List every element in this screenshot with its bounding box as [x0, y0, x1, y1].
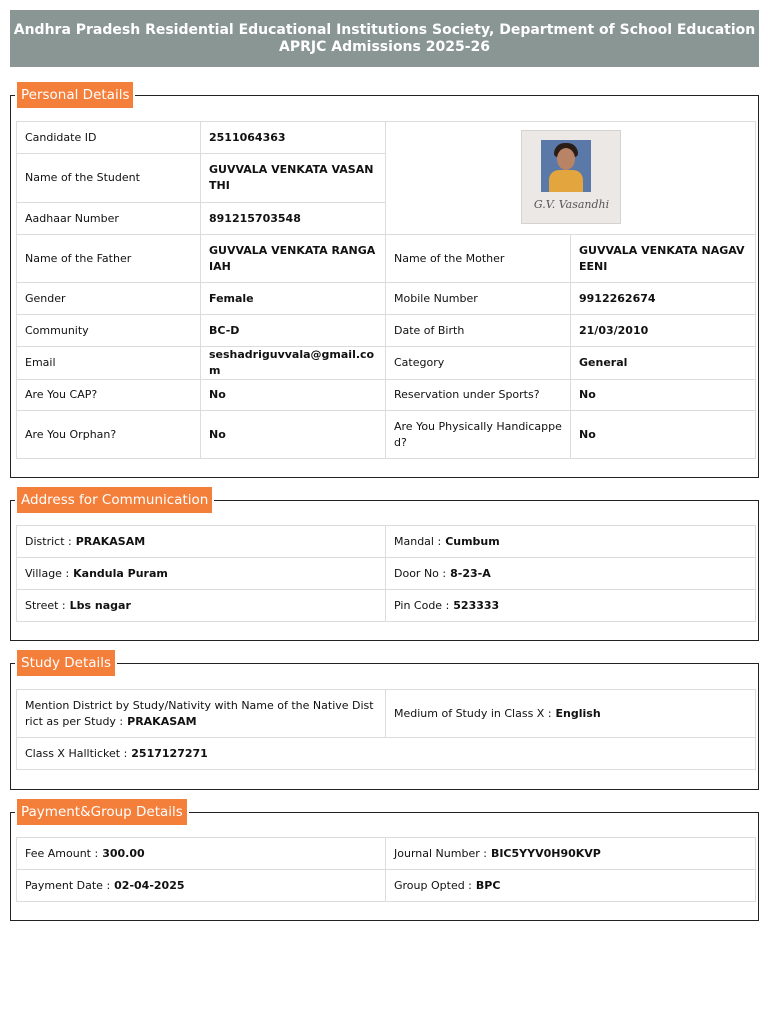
door-label: Door No :	[394, 566, 447, 580]
village-cell	[17, 558, 386, 590]
table-row	[17, 558, 756, 590]
mobile-label: Mobile Number	[386, 283, 571, 315]
photo-portrait	[541, 140, 591, 192]
nativity-value: PRAKASAM	[127, 714, 197, 728]
district-value: PRAKASAM	[75, 534, 146, 548]
table-row	[17, 690, 756, 738]
fee-cell	[17, 838, 386, 870]
category-value: General	[571, 347, 756, 380]
group-label: Group Opted :	[394, 878, 472, 892]
payment-date-value: 02-04-2025	[114, 878, 185, 892]
hallticket-cell	[17, 738, 756, 770]
door-cell	[386, 558, 756, 590]
table-row	[17, 315, 756, 347]
mother-label: Name of the Mother	[386, 235, 571, 283]
hallticket-label: Class X Hallticket :	[25, 746, 128, 760]
aadhaar-value: 891215703548	[201, 203, 386, 235]
personal-details-legend: Personal Details	[15, 82, 135, 108]
fee-label: Fee Amount :	[25, 846, 99, 860]
journal-label: Journal Number :	[394, 846, 487, 860]
village-label: Village :	[25, 566, 70, 580]
nativity-label: Mention District by Study/Nativity with Name of the Native District as per Study :	[25, 698, 374, 728]
sports-label: Reservation under Sports?	[386, 380, 571, 411]
orphan-label: Are You Orphan?	[17, 411, 201, 459]
pin-value: 523333	[453, 598, 500, 612]
table-row	[17, 235, 756, 283]
medium-label: Medium of Study in Class X :	[394, 706, 552, 720]
email-label: Email	[17, 347, 201, 380]
door-value: 8-23-A	[450, 566, 491, 580]
community-value: BC-D	[201, 315, 386, 347]
table-row	[17, 870, 756, 902]
mobile-value: 9912262674	[571, 283, 756, 315]
orphan-value: No	[201, 411, 386, 459]
payment-section	[10, 804, 759, 921]
street-label: Street :	[25, 598, 66, 612]
group-cell	[386, 870, 756, 902]
dob-label: Date of Birth	[386, 315, 571, 347]
hallticket-value: 2517127271	[131, 746, 208, 760]
page-header	[10, 10, 759, 67]
table-row	[17, 738, 756, 770]
header-line-1: Andhra Pradesh Residential Educational Institutions Society, Department of School Education	[13, 21, 756, 38]
study-legend: Study Details	[15, 650, 117, 676]
district-cell	[17, 526, 386, 558]
medium-value: English	[555, 706, 601, 720]
candidate-id-value: 2511064363	[201, 122, 386, 154]
village-value: Kandula Puram	[73, 566, 168, 580]
table-row	[17, 838, 756, 870]
sports-value: No	[571, 380, 756, 411]
table-row	[17, 411, 756, 459]
handicapped-label: Are You Physically Handicapped?	[386, 411, 571, 459]
candidate-signature: G.V. Vasandhi	[533, 198, 610, 211]
table-row	[17, 283, 756, 315]
email-value: seshadriguvvala@gmail.com	[201, 347, 386, 380]
father-value: GUVVALA VENKATA RANGAIAH	[201, 235, 386, 283]
fee-value: 300.00	[102, 846, 145, 860]
mandal-value: Cumbum	[445, 534, 500, 548]
medium-cell	[386, 690, 756, 738]
table-row	[17, 347, 756, 380]
pin-label: Pin Code :	[394, 598, 450, 612]
table-row	[17, 526, 756, 558]
street-cell	[17, 590, 386, 622]
table-row	[17, 122, 756, 154]
handicapped-value: No	[571, 411, 756, 459]
gender-label: Gender	[17, 283, 201, 315]
mother-value: GUVVALA VENKATA NAGAVEENI	[571, 235, 756, 283]
journal-cell	[386, 838, 756, 870]
aadhaar-label: Aadhaar Number	[17, 203, 201, 235]
community-label: Community	[17, 315, 201, 347]
personal-details-section	[10, 87, 759, 478]
father-label: Name of the Father	[17, 235, 201, 283]
address-legend: Address for Communication	[15, 487, 214, 513]
study-section	[10, 655, 759, 790]
street-value: Lbs nagar	[69, 598, 131, 612]
table-row	[17, 380, 756, 411]
candidate-photo	[521, 130, 621, 224]
district-label: District :	[25, 534, 72, 548]
payment-table	[16, 837, 756, 902]
dob-value: 21/03/2010	[571, 315, 756, 347]
header-line-2: APRJC Admissions 2025-26	[279, 38, 490, 55]
category-label: Category	[386, 347, 571, 380]
pin-cell	[386, 590, 756, 622]
mandal-cell	[386, 526, 756, 558]
photo-cell	[386, 122, 756, 235]
study-table	[16, 689, 756, 770]
payment-legend: Payment&Group Details	[15, 799, 189, 825]
student-name-label: Name of the Student	[17, 154, 201, 203]
student-name-value: GUVVALA VENKATA VASANTHI	[201, 154, 386, 203]
payment-date-cell	[17, 870, 386, 902]
address-table	[16, 525, 756, 622]
mandal-label: Mandal :	[394, 534, 442, 548]
nativity-cell	[17, 690, 386, 738]
table-row	[17, 590, 756, 622]
candidate-id-label: Candidate ID	[17, 122, 201, 154]
cap-label: Are You CAP?	[17, 380, 201, 411]
address-section	[10, 492, 759, 641]
gender-value: Female	[201, 283, 386, 315]
journal-value: BIC5YYV0H90KVP	[490, 846, 601, 860]
personal-details-table	[16, 121, 756, 459]
group-value: BPC	[475, 878, 501, 892]
cap-value: No	[201, 380, 386, 411]
payment-date-label: Payment Date :	[25, 878, 111, 892]
